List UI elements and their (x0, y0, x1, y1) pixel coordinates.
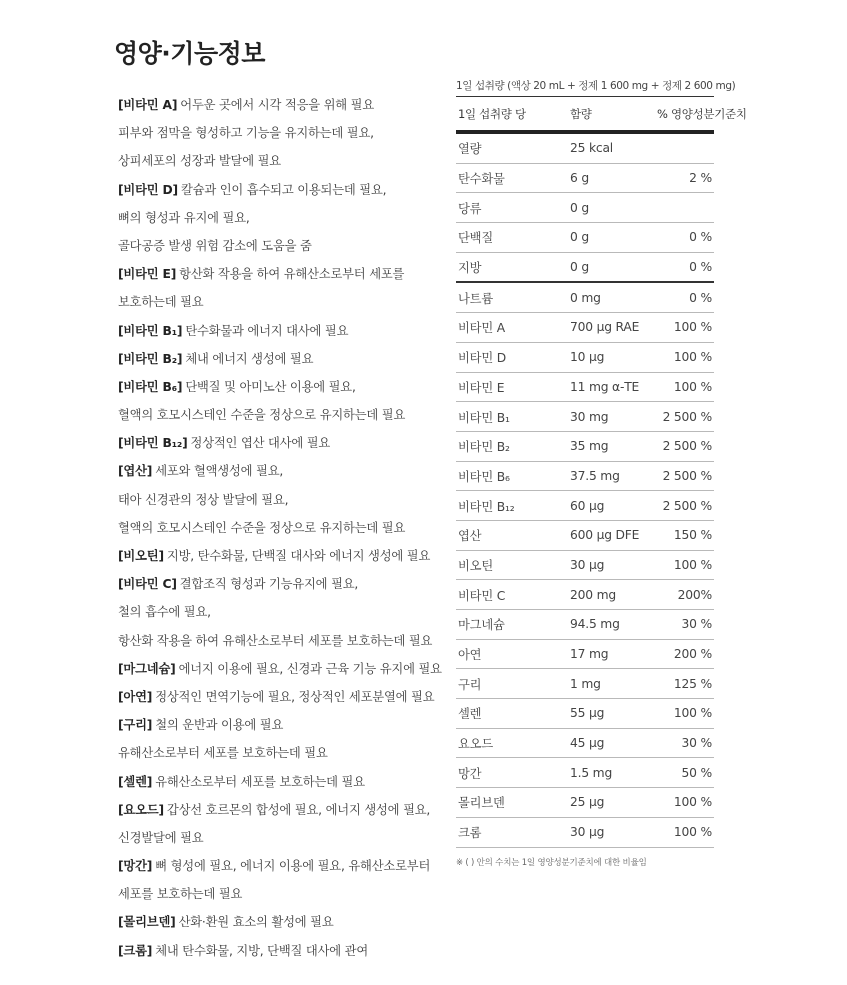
function-line (118, 149, 448, 177)
nutrient-amount: 1.5 mg (568, 758, 656, 788)
nutrient-amount: 0 g (568, 223, 656, 253)
nutrient-name: 구리 (456, 669, 568, 699)
nutrition-table-header (456, 97, 747, 133)
nutrient-tag: [비타민 C] (118, 577, 177, 592)
function-line (118, 600, 448, 628)
nutrient-amount: 25 µg (568, 788, 656, 818)
table-row (456, 431, 714, 461)
nutrient-amount: 700 µg RAE (568, 313, 656, 343)
function-text: 뼈의 형성과 유지에 필요, (118, 210, 250, 225)
table-row (456, 699, 714, 729)
nutrient-name: 비타민 B₁₂ (456, 491, 568, 521)
nutrient-amount: 6 g (568, 163, 656, 193)
nutrient-tag: [비타민 D] (118, 182, 178, 197)
table-row (456, 342, 714, 372)
nutrition-table (456, 96, 747, 848)
table-row (456, 372, 714, 402)
table-row (456, 817, 714, 847)
nutrient-amount: 1 mg (568, 669, 656, 699)
nutrient-amount: 35 mg (568, 431, 656, 461)
nutrient-daily-value (656, 193, 714, 223)
nutrient-name: 엽산 (456, 520, 568, 550)
nutrient-daily-value: 100 % (656, 342, 714, 372)
nutrient-daily-value: 2 % (656, 163, 714, 193)
nutrient-amount: 17 mg (568, 639, 656, 669)
nutrient-amount: 200 mg (568, 580, 656, 610)
nutrient-daily-value: 150 % (656, 520, 714, 550)
nutrient-amount: 10 µg (568, 342, 656, 372)
nutrient-daily-value: 100 % (656, 699, 714, 729)
nutrient-daily-value: 0 % (656, 252, 714, 282)
function-line (118, 572, 448, 600)
nutrient-daily-value: 50 % (656, 758, 714, 788)
table-row (456, 402, 714, 432)
function-text: 단백질 및 아미노산 이용에 필요, (185, 379, 356, 394)
nutrient-name: 비타민 B₆ (456, 461, 568, 491)
nutrient-daily-value: 200 % (656, 639, 714, 669)
function-text: 철의 운반과 이용에 필요 (155, 718, 284, 733)
function-text: 골다공증 발생 위험 감소에 도움을 줌 (118, 238, 312, 253)
function-text: 태아 신경관의 정상 발달에 필요, (118, 492, 289, 507)
function-line (118, 347, 448, 375)
nutrient-name: 비타민 A (456, 313, 568, 343)
function-line (118, 826, 448, 854)
function-line (118, 375, 448, 403)
function-text: 세포를 보호하는데 필요 (118, 887, 243, 902)
nutrient-tag: [비타민 A] (118, 98, 178, 112)
table-row (456, 788, 714, 818)
nutrient-daily-value: 100 % (656, 550, 714, 580)
function-text: 피부와 점막을 형성하고 기능을 유지하는데 필요, (118, 126, 374, 141)
table-row (456, 282, 714, 312)
function-text: 혈액의 호모시스테인 수준을 정상으로 유지하는데 필요 (118, 520, 406, 535)
function-line (118, 178, 448, 206)
function-line (118, 459, 448, 487)
function-line (118, 544, 448, 572)
nutrient-name: 당류 (456, 193, 568, 223)
nutrient-tag: [마그네슘] (118, 661, 176, 676)
function-text: 항산화 작용을 하여 유해산소로부터 세포를 (179, 267, 405, 282)
function-line (118, 234, 448, 262)
table-row (456, 728, 714, 758)
nutrient-name: 마그네슘 (456, 610, 568, 640)
nutrient-amount: 30 mg (568, 402, 656, 432)
nutrient-amount: 0 g (568, 252, 656, 282)
nutrient-daily-value: 100 % (656, 788, 714, 818)
nutrient-tag: [비타민 E] (118, 267, 177, 282)
nutrient-daily-value: 30 % (656, 610, 714, 640)
table-row (456, 252, 714, 282)
nutrient-amount: 94.5 mg (568, 610, 656, 640)
nutrient-tag: [비타민 B₁₂] (118, 436, 188, 451)
function-text: 정상적인 면역기능에 필요, 정상적인 세포분열에 필요 (155, 689, 435, 704)
table-row (456, 520, 714, 550)
function-text: 정상적인 엽산 대사에 필요 (190, 436, 331, 451)
function-text: 신경발달에 필요 (118, 830, 204, 845)
nutrient-daily-value: 125 % (656, 669, 714, 699)
table-row (456, 163, 714, 193)
nutrient-name: 크롬 (456, 817, 568, 847)
function-line (118, 206, 448, 234)
nutrient-name: 셀렌 (456, 699, 568, 729)
function-text: 혈액의 호모시스테인 수준을 정상으로 유지하는데 필요 (118, 408, 406, 423)
function-line (118, 939, 448, 967)
nutrient-amount: 45 µg (568, 728, 656, 758)
nutrient-name: 탄수화물 (456, 163, 568, 193)
nutrient-amount: 0 g (568, 193, 656, 223)
nutrient-daily-value: 100 % (656, 372, 714, 402)
nutrient-amount: 37.5 mg (568, 461, 656, 491)
nutrient-tag: [비오틴] (118, 549, 164, 563)
nutrient-tag: [요오드] (118, 802, 164, 817)
nutrient-name: 비타민 B₁ (456, 402, 568, 432)
nutrient-amount: 0 mg (568, 282, 656, 312)
function-text: 에너지 이용에 필요, 신경과 근육 기능 유지에 필요 (178, 661, 442, 676)
header-serving: 1일 섭취량 당 (456, 97, 568, 133)
function-text: 보호하는데 필요 (118, 295, 204, 310)
function-text: 유해산소로부터 세포를 보호하는데 필요 (118, 746, 328, 761)
function-text: 탄수화물과 에너지 대사에 필요 (185, 323, 349, 338)
serving-size: 1일 섭취량 (액상 20 mL + 정제 1 600 mg + 정제 2 600 mg) (456, 80, 736, 92)
nutrient-name: 단백질 (456, 223, 568, 253)
table-row (456, 639, 714, 669)
table-row (456, 223, 714, 253)
table-row (456, 491, 714, 521)
nutrient-tag: [망간] (118, 859, 153, 874)
function-line (118, 713, 448, 741)
nutrient-daily-value: 2 500 % (656, 491, 714, 521)
function-line (118, 403, 448, 431)
nutrient-tag: [몰리브덴] (118, 915, 176, 930)
function-line (118, 882, 448, 910)
nutrient-name: 몰리브덴 (456, 788, 568, 818)
nutrient-daily-value: 30 % (656, 728, 714, 758)
function-line (118, 770, 448, 798)
function-text: 갑상선 호르몬의 합성에 필요, 에너지 생성에 필요, (166, 802, 431, 817)
nutrient-amount: 25 kcal (568, 132, 656, 163)
nutrient-daily-value: 0 % (656, 282, 714, 312)
function-text: 유해산소로부터 세포를 보호하는데 필요 (155, 774, 365, 789)
function-line (118, 910, 448, 938)
nutrient-daily-value: 200% (656, 580, 714, 610)
table-row (456, 132, 714, 163)
nutrient-name: 비타민 E (456, 372, 568, 402)
function-text: 칼슘과 인이 흡수되고 이용되는데 필요, (180, 182, 387, 197)
function-line (118, 319, 448, 347)
function-text: 결합조직 형성과 기능유지에 필요, (179, 577, 359, 592)
nutrient-name: 망간 (456, 758, 568, 788)
nutrient-name: 나트륨 (456, 282, 568, 312)
nutrient-daily-value (656, 132, 714, 163)
nutrient-name: 아연 (456, 639, 568, 669)
nutrient-amount: 30 µg (568, 550, 656, 580)
function-text: 산화·환원 효소의 활성에 필요 (178, 915, 334, 930)
nutrient-daily-value: 2 500 % (656, 461, 714, 491)
function-line (118, 431, 448, 459)
nutrient-amount: 11 mg α-TE (568, 372, 656, 402)
nutrition-facts-panel (456, 76, 747, 868)
function-text: 항산화 작용을 하여 유해산소로부터 세포를 보호하는데 필요 (118, 633, 433, 648)
nutrient-daily-value: 100 % (656, 313, 714, 343)
function-line (118, 262, 448, 290)
function-text: 어두운 곳에서 시각 적응을 위해 필요 (180, 98, 375, 112)
nutrient-tag: [크롬] (118, 943, 153, 958)
nutrient-amount: 60 µg (568, 491, 656, 521)
footnote: ※ ( ) 안의 수치는 1일 영양성분기준치에 대한 비율임 (456, 857, 647, 868)
nutrient-tag: [비타민 B₆] (118, 379, 183, 394)
nutrient-tag: [엽산] (118, 464, 153, 479)
function-text: 지방, 탄수화물, 단백질 대사와 에너지 생성에 필요 (166, 549, 431, 563)
nutrient-tag: [셀렌] (118, 774, 153, 789)
table-row (456, 461, 714, 491)
function-text: 세포와 혈액생성에 필요, (155, 464, 284, 479)
page-title: 영양·기능정보 (114, 39, 265, 68)
nutrient-name: 요오드 (456, 728, 568, 758)
nutrient-daily-value: 2 500 % (656, 431, 714, 461)
nutrient-daily-value: 0 % (656, 223, 714, 253)
header-daily-value: % 영양성분기준치 (656, 97, 714, 133)
function-text: 철의 흡수에 필요, (118, 605, 211, 620)
nutrient-daily-value: 100 % (656, 817, 714, 847)
nutrient-amount: 600 µg DFE (568, 520, 656, 550)
nutrient-name: 비타민 C (456, 580, 568, 610)
function-line (118, 516, 448, 544)
nutrient-tag: [아연] (118, 689, 153, 704)
table-row (456, 758, 714, 788)
table-row (456, 610, 714, 640)
nutrient-name: 비오틴 (456, 550, 568, 580)
nutrient-name: 지방 (456, 252, 568, 282)
function-line (118, 629, 448, 657)
table-row (456, 669, 714, 699)
table-row (456, 550, 714, 580)
function-line (118, 93, 448, 121)
nutrient-daily-value: 2 500 % (656, 402, 714, 432)
nutrition-table-body (456, 132, 714, 847)
function-line (118, 685, 448, 713)
function-text: 체내 에너지 생성에 필요 (185, 351, 314, 366)
nutrient-tag: [비타민 B₂] (118, 351, 183, 366)
function-text: 뼈 형성에 필요, 에너지 이용에 필요, 유해산소로부터 (155, 859, 431, 874)
nutrient-tag: [구리] (118, 718, 153, 733)
table-row (456, 580, 714, 610)
function-text: 상피세포의 성장과 발달에 필요 (118, 154, 281, 169)
nutrient-name: 비타민 B₂ (456, 431, 568, 461)
nutrient-tag: [비타민 B₁] (118, 323, 183, 338)
nutrient-name: 열량 (456, 132, 568, 163)
table-row (456, 313, 714, 343)
function-line (118, 488, 448, 516)
nutrient-amount: 55 µg (568, 699, 656, 729)
function-line (118, 657, 448, 685)
nutrient-name: 비타민 D (456, 342, 568, 372)
function-line (118, 290, 448, 318)
function-line (118, 798, 448, 826)
function-line (118, 121, 448, 149)
nutrient-amount: 30 µg (568, 817, 656, 847)
function-text: 체내 탄수화물, 지방, 단백질 대사에 관여 (155, 943, 369, 958)
functional-info-list (118, 93, 448, 967)
table-row (456, 193, 714, 223)
function-line (118, 741, 448, 769)
header-amount: 함량 (568, 97, 656, 133)
function-line (118, 854, 448, 882)
